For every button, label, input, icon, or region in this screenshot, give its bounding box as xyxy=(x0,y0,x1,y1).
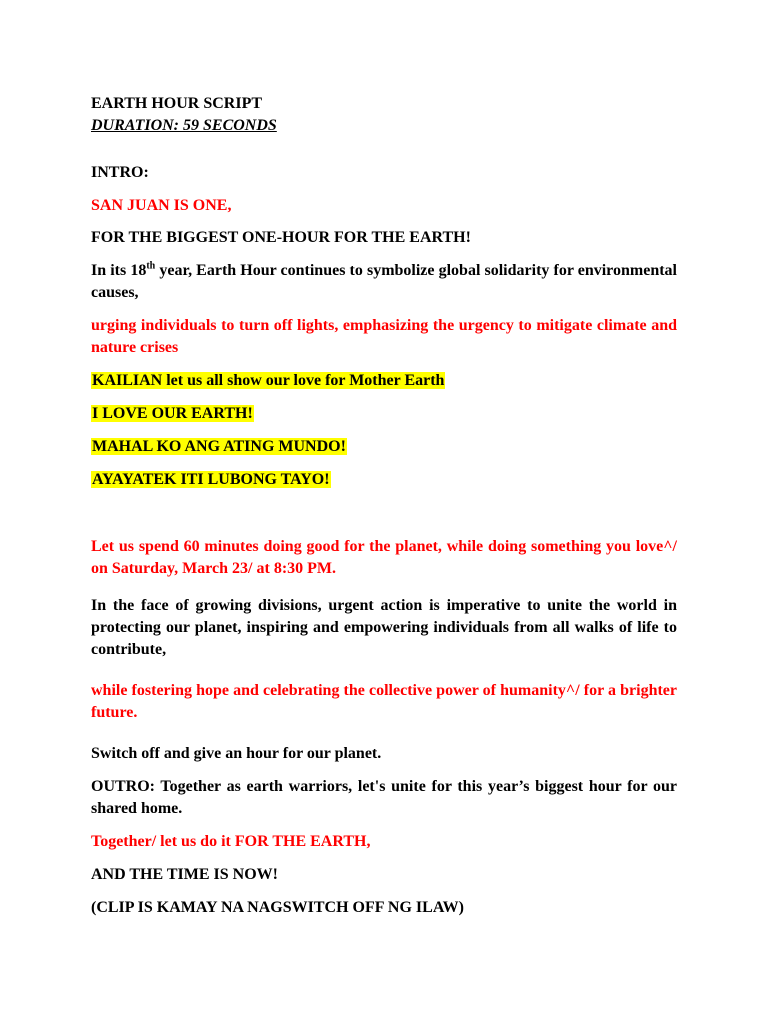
line-san-juan: SAN JUAN IS ONE, xyxy=(91,197,232,214)
highlight-ayayatek: AYAYATEK ITI LUBONG TAYO! xyxy=(92,471,330,488)
highlight-mahal-ko: MAHAL KO ANG ATING MUNDO! xyxy=(92,438,346,455)
p3-text-pre: In its 18 xyxy=(91,262,147,279)
paragraph-18th-year xyxy=(91,260,677,304)
script-title: EARTH HOUR SCRIPT xyxy=(91,95,263,112)
paragraph-urging: urging individuals to turn off lights, emphasizing the urgency to mitigate climate and nature crises xyxy=(91,317,677,356)
line-together: Together/ let us do it FOR THE EARTH, xyxy=(91,833,371,850)
line-biggest-hour: FOR THE BIGGEST ONE-HOUR FOR THE EARTH! xyxy=(91,229,471,246)
p3-text-post: year, Earth Hour continues to symbolize global solidarity for environmental causes, xyxy=(91,262,677,301)
highlight-love-earth: I LOVE OUR EARTH! xyxy=(92,405,253,422)
script-document xyxy=(91,93,677,919)
paragraph-outro: OUTRO: Together as earth warriors, let's unite for this year’s biggest hour for our shared home. xyxy=(91,778,677,817)
line-switch-off: Switch off and give an hour for our planet. xyxy=(91,745,382,762)
highlight-kailian: KAILIAN let us all show our love for Mother Earth xyxy=(92,372,445,389)
intro-label: INTRO: xyxy=(91,164,149,181)
line-clip-note: (CLIP IS KAMAY NA NAGSWITCH OFF NG ILAW) xyxy=(91,899,464,916)
paragraph-60-minutes: Let us spend 60 minutes doing good for the planet, while doing something you love^/ on Saturday, March 23/ at 8:30 PM. xyxy=(91,538,677,577)
paragraph-growing-divisions: In the face of growing divisions, urgent action is imperative to unite the world in protecting our planet, inspiring and empowering individuals from all walks of life to contribute, xyxy=(91,597,677,658)
duration-line: DURATION: 59 SECONDS xyxy=(91,117,277,134)
paragraph-fostering-hope: while fostering hope and celebrating the collective power of humanity^/ for a brighter future. xyxy=(91,682,677,721)
p3-superscript: th xyxy=(146,260,156,272)
line-time-is-now: AND THE TIME IS NOW! xyxy=(91,866,278,883)
